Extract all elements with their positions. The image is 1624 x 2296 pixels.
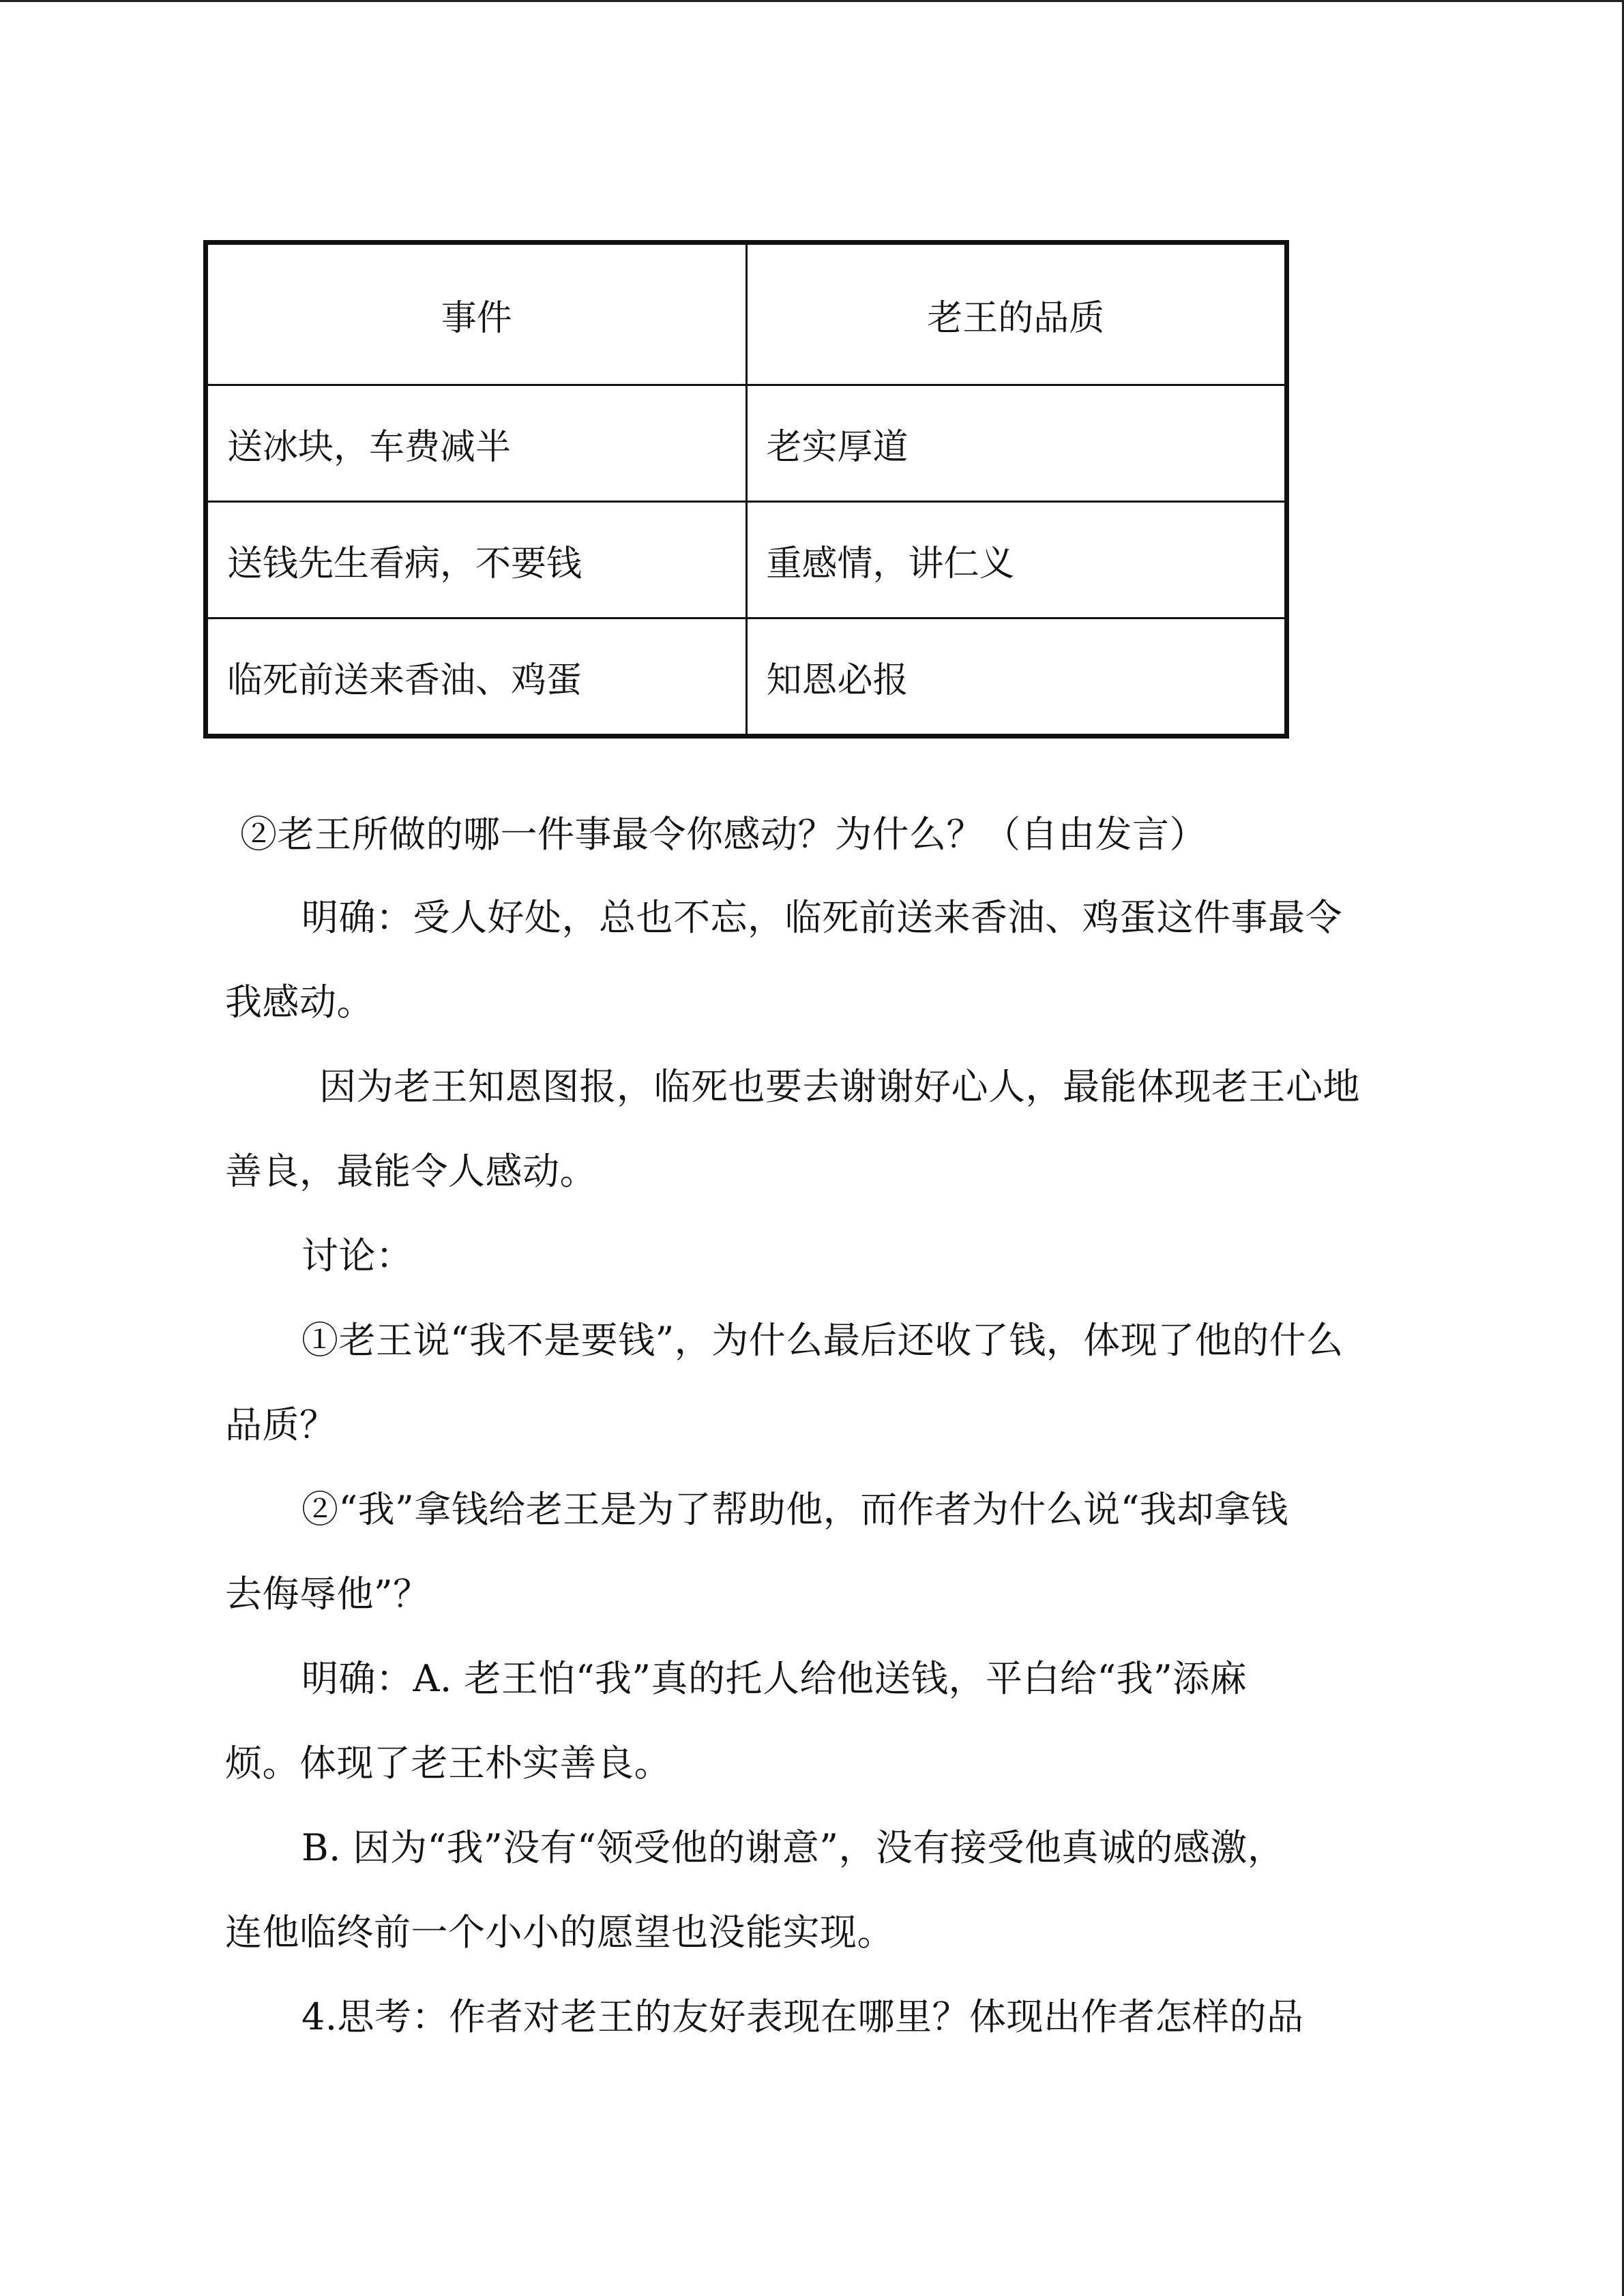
- table-header-event: 事件: [206, 243, 747, 385]
- answer-line: 明确：受人好处，总也不忘，临死前送来香油、鸡蛋这件事最令: [301, 896, 1342, 939]
- discussion-heading: 讨论：: [301, 1234, 413, 1277]
- question-line: 品质？: [225, 1403, 337, 1446]
- answer-line: B. 因为“我”没有“领受他的谢意”，没有接受他真诚的感激，: [301, 1826, 1285, 1869]
- table-cell-quality: 重感情，讲仁义: [746, 502, 1287, 618]
- question-line: 4.思考：作者对老王的友好表现在哪里？体现出作者怎样的品: [301, 1995, 1304, 2038]
- question-line: ①老王说“我不是要钱”，为什么最后还收了钱，体现了他的什么: [301, 1319, 1344, 1362]
- answer-line: 我感动。: [225, 981, 374, 1024]
- question-line: ②“我”拿钱给老王是为了帮助他，而作者为什么说“我却拿钱: [301, 1488, 1288, 1531]
- table-row: [206, 502, 1287, 618]
- table-header-quality: 老王的品质: [746, 243, 1287, 385]
- answer-line: 明确：A. 老王怕“我”真的托人给他送钱，平白给“我”添麻: [301, 1657, 1247, 1700]
- answer-line: 因为老王知恩图报，临死也要去谢谢好心人，最能体现老王心地: [319, 1065, 1360, 1108]
- question-line: 去侮辱他”？: [225, 1572, 430, 1615]
- table-row: [206, 385, 1287, 502]
- table-row: [206, 618, 1287, 736]
- answer-line: 善良，最能令人感动。: [225, 1150, 597, 1193]
- page-border-top: [0, 0, 1624, 2]
- answer-line: 烦。体现了老王朴实善良。: [225, 1742, 671, 1785]
- answer-line: 连他临终前一个小小的愿望也没能实现。: [225, 1911, 894, 1954]
- table-cell-quality: 老实厚道: [746, 385, 1287, 502]
- table-cell-event: 送冰块，车费减半: [206, 385, 747, 502]
- table-header-row: [206, 243, 1287, 385]
- event-quality-table: [203, 240, 1289, 739]
- table-cell-quality: 知恩必报: [746, 618, 1287, 736]
- table-cell-event: 送钱先生看病，不要钱: [206, 502, 747, 618]
- question-line: ②老王所做的哪一件事最令你感动？为什么？（自由发言）: [240, 813, 1207, 856]
- table-cell-event: 临死前送来香油、鸡蛋: [206, 618, 747, 736]
